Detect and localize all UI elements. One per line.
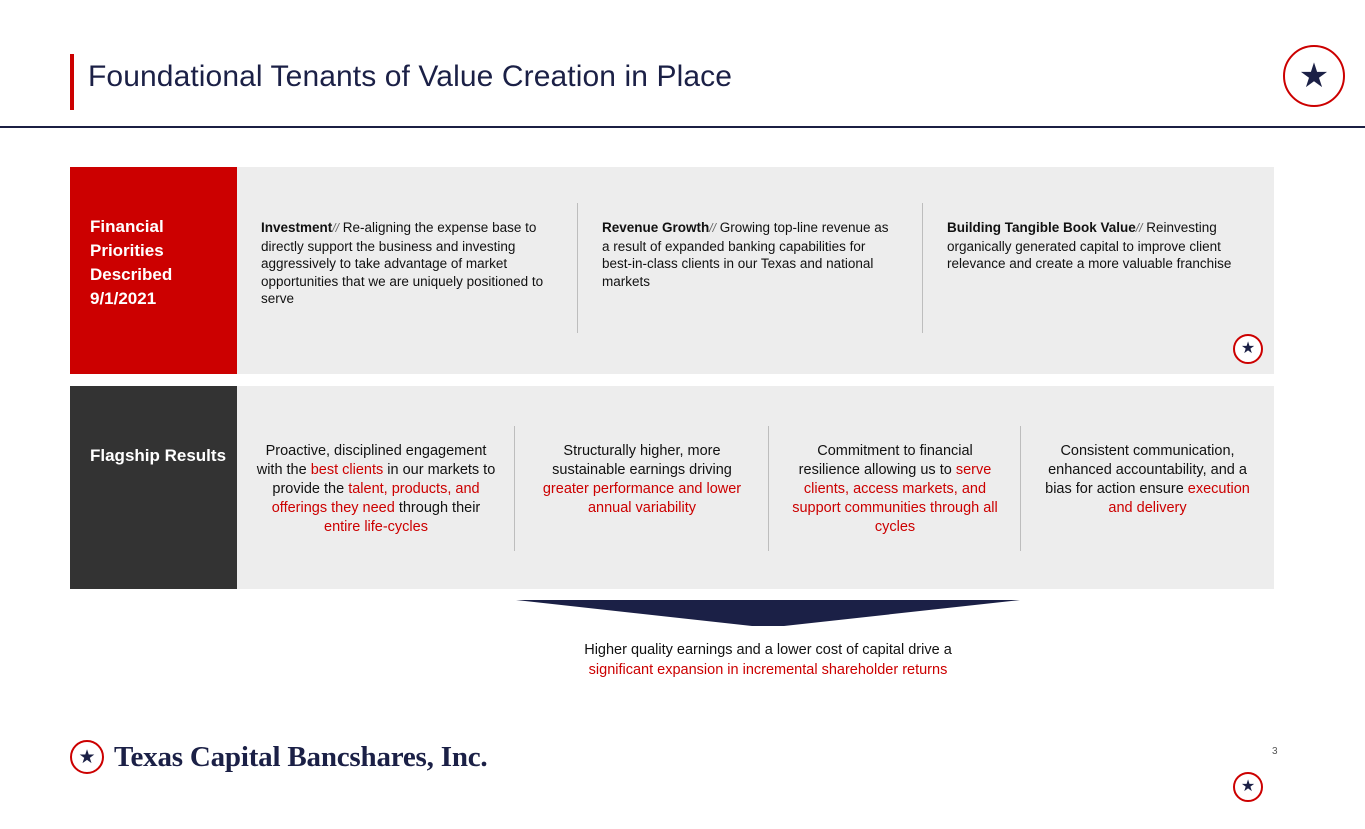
star-badge-icon [1233,334,1263,364]
column-investment [237,167,578,374]
financial-priorities-columns [237,167,1274,374]
column-text: Proactive, disciplined engagement with the best clients in our markets to provide the talent, products, and offerings they need through their entire life-cycles [256,443,496,535]
page-title: Foundational Tenants of Value Creation in Place [88,60,733,93]
column-text: Commitment to financial resilience allowing us to serve clients, access markets, and support communities through all cycles [792,443,998,535]
row-label-financial-priorities: Financial Priorities Described 9/1/2021 [70,167,237,374]
row-label-flagship-results: Flagship Results [70,386,237,589]
page-number: 3 [1272,746,1278,757]
column-text: Structurally higher, more sustainable earnings driving greater performance and lower annual variability [542,443,742,516]
conclusion-line-2: significant expansion in incremental shareholder returns [588,662,948,678]
financial-priorities-row [70,167,1274,374]
column-sustainable-earnings [515,386,769,589]
brand-name: Texas Capital Bancshares, Inc. [114,740,488,773]
star-badge-icon [70,740,104,774]
column-separator: // [1135,221,1143,235]
column-revenue-growth [578,167,923,374]
column-heading: Building Tangible Book Value [947,220,1136,235]
title-accent-bar [70,54,74,110]
column-body: Re-aligning the expense base to directly support the business and investing aggressively to take advantage of market opportunities that we are uniquely positioned to serve [261,220,544,306]
column-heading: Revenue Growth [602,220,710,235]
header-divider [0,126,1365,128]
column-communication-accountability [1021,386,1274,589]
star-glyph: ★ [1240,340,1256,357]
column-financial-resilience [769,386,1021,589]
column-heading: Investment [261,220,333,235]
conclusion-text [383,640,1153,680]
brand-logo [70,740,487,774]
column-client-engagement [237,386,515,589]
funnel-arrow-icon [516,600,1020,626]
column-body: Growing top-line revenue as a result of expanded banking capabilities for best-in-class clients in our Texas and national markets [602,220,889,289]
column-building-tangible-book-value [923,167,1274,374]
star-glyph: ★ [1298,57,1330,95]
star-badge-icon [1283,45,1345,107]
slide-header [0,0,1365,127]
column-separator: // [332,221,339,235]
conclusion-line-1: Higher quality earnings and a lower cost of capital drive a [584,642,952,658]
column-separator: // [709,221,716,235]
star-glyph: ★ [78,746,96,768]
star-glyph: ★ [1240,778,1256,795]
flagship-results-columns [237,386,1274,589]
funnel-arrow-shape [516,600,1020,626]
column-text: Consistent communication, enhanced accountability, and a bias for action ensure execution and delivery [1045,443,1250,516]
column-body: Reinvesting organically generated capital to improve client relevance and create a more valuable franchise [947,220,1232,271]
star-badge-icon [1233,772,1263,802]
